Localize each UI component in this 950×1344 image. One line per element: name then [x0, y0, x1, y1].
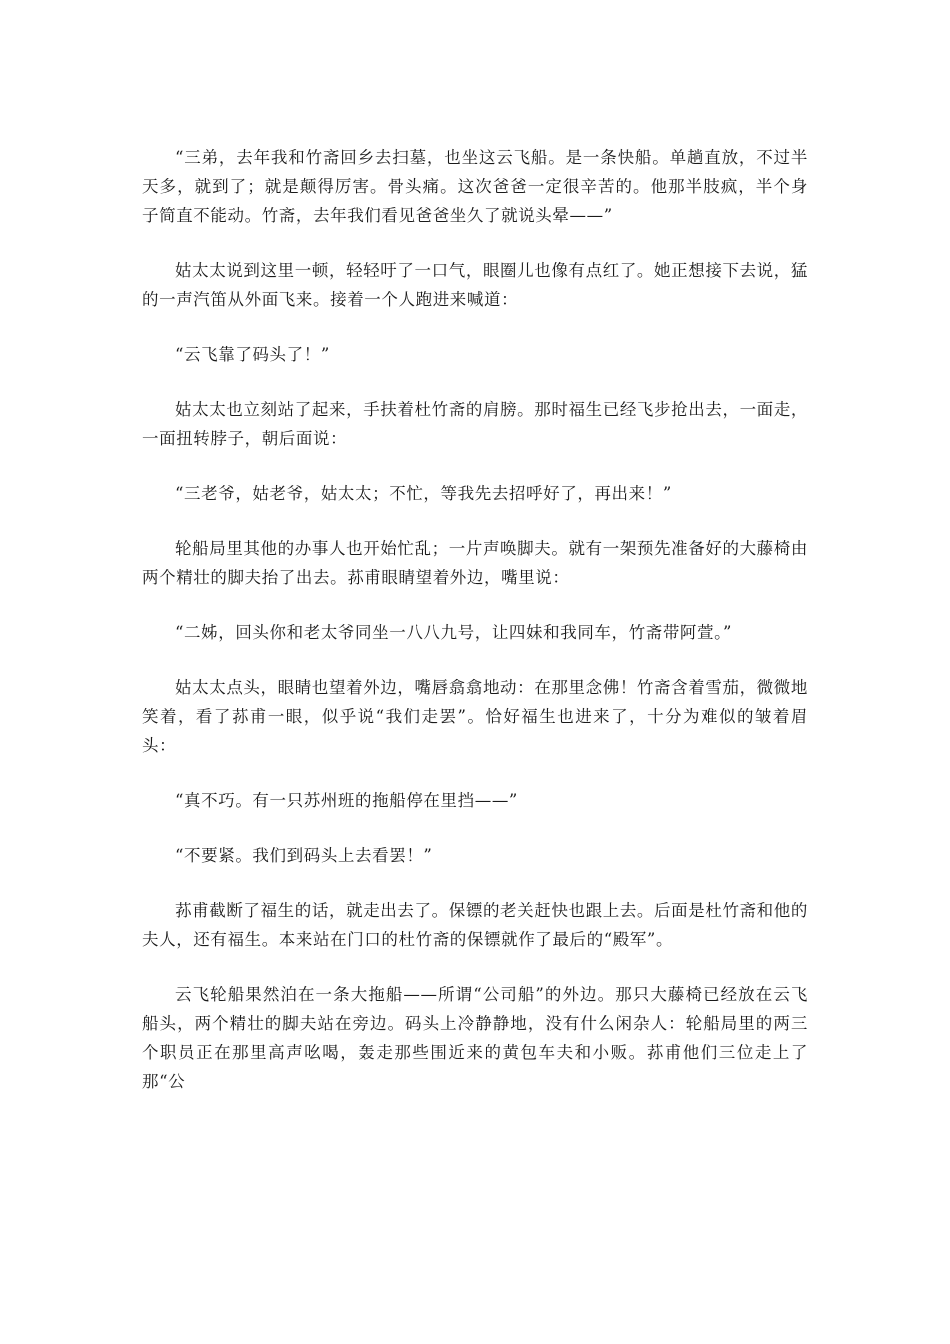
document-body — [142, 143, 808, 1122]
paragraph: 姑太太点头，眼睛也望着外边，嘴唇翕翕地动：在那里念佛！竹斋含着雪茄，微微地笑着，看了荪甫一眼，似乎说“我们走罢”。恰好福生也进来了，十分为难似的皱着眉头： — [142, 678, 808, 755]
paragraph: “二姊，回头你和老太爷同坐一八八九号，让四妹和我同车，竹斋带阿萱。” — [175, 623, 733, 642]
paragraph: “云飞靠了码头了！” — [175, 345, 330, 364]
paragraph: 姑太太说到这里一顿，轻轻吁了一口气，眼圈儿也像有点红了。她正想接下去说，猛的一声汽笛从外面飞来。接着一个人跑进来喊道： — [142, 261, 808, 309]
paragraph: “三弟，去年我和竹斋回乡去扫墓，也坐这云飞船。是一条快船。单趟直放，不过半天多，就到了；就是颠得厉害。骨头痛。这次爸爸一定很辛苦的。他那半肢疯，半个身子简直不能动。竹斋，去年我们看见爸爸坐久了就说头晕——” — [142, 148, 808, 225]
paragraph: 荪甫截断了福生的话，就走出去了。保镖的老关赶快也跟上去。后面是杜竹斋和他的夫人，还有福生。本来站在门口的杜竹斋的保镖就作了最后的“殿军”。 — [142, 901, 808, 949]
paragraph: 云飞轮船果然泊在一条大拖船——所谓“公司船”的外边。那只大藤椅已经放在云飞船头，两个精壮的脚夫站在旁边。码头上冷静静地，没有什么闲杂人：轮船局里的两三个职员正在那里高声吆喝，轰走那些围近来的黄包车夫和小贩。荪甫他们三位走上了那“公 — [142, 985, 808, 1091]
paragraph: 轮船局里其他的办事人也开始忙乱；一片声唤脚夫。就有一架预先准备好的大藤椅由两个精壮的脚夫抬了出去。荪甫眼睛望着外边，嘴里说： — [142, 539, 808, 587]
paragraph: “三老爷，姑老爷，姑太太；不忙，等我先去招呼好了，再出来！” — [175, 484, 672, 503]
paragraph: 姑太太也立刻站了起来，手扶着杜竹斋的肩膀。那时福生已经飞步抢出去，一面走，一面扭转脖子，朝后面说： — [142, 400, 808, 448]
paragraph: “不要紧。我们到码头上去看罢！” — [175, 846, 433, 865]
paragraph: “真不巧。有一只苏州班的拖船停在里挡——” — [175, 791, 518, 810]
